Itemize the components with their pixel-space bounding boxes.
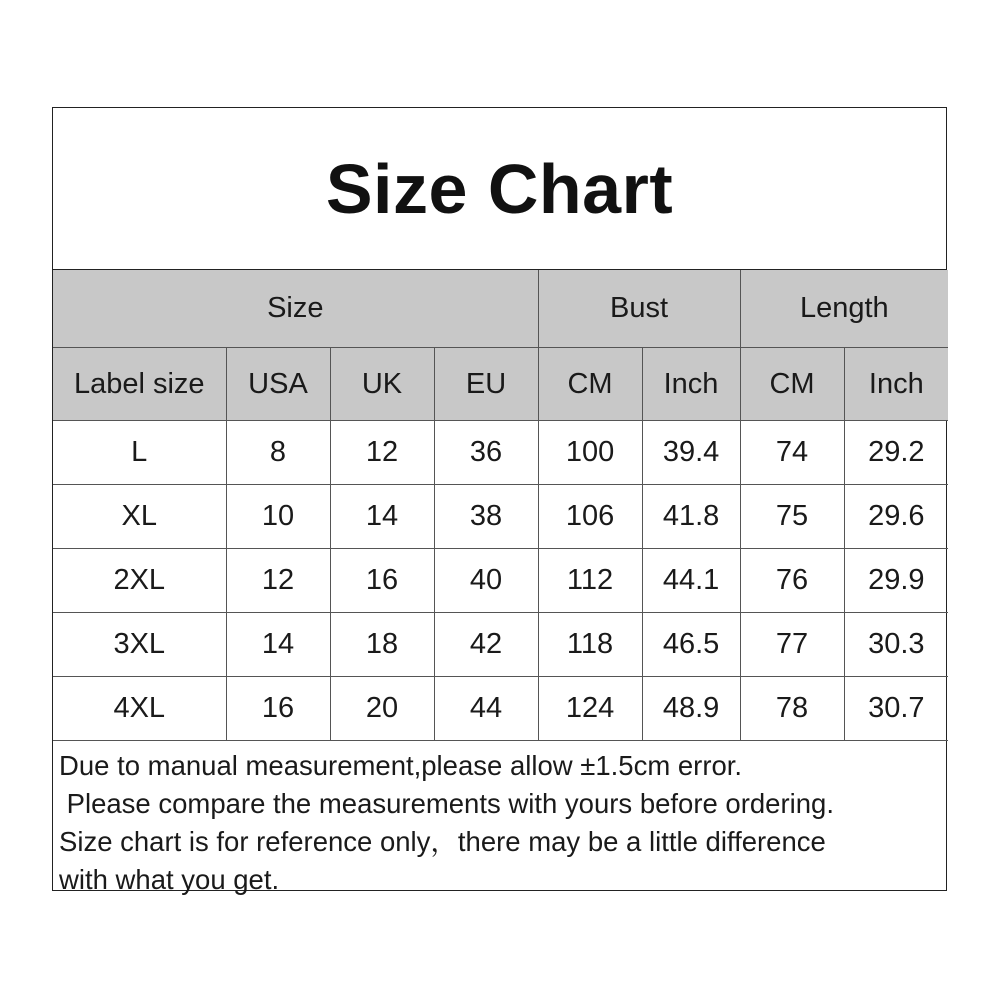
table-cell: 29.2 [844,421,948,485]
table-cell: 106 [538,485,642,549]
size-table [53,270,948,741]
table-cell: L [53,421,226,485]
table-cell: 100 [538,421,642,485]
table-cell: 14 [330,485,434,549]
table-cell: 48.9 [642,677,740,741]
table-cell: 46.5 [642,613,740,677]
table-cell: 2XL [53,549,226,613]
column-header-row [53,348,948,421]
table-cell: 40 [434,549,538,613]
table-cell: 12 [330,421,434,485]
note-line: Please compare the measurements with yours before ordering. [59,788,834,819]
table-cell: 75 [740,485,844,549]
group-header-length: Length [740,270,948,348]
table-cell: 30.3 [844,613,948,677]
table-cell: 38 [434,485,538,549]
table-cell: 29.9 [844,549,948,613]
table-cell: 14 [226,613,330,677]
table-cell: 118 [538,613,642,677]
table-cell: 74 [740,421,844,485]
note-line: with what you get. [59,864,280,895]
table-cell: 4XL [53,677,226,741]
table-row [53,549,948,613]
table-cell: 124 [538,677,642,741]
table-row [53,613,948,677]
table-cell: 112 [538,549,642,613]
column-header-bust-cm: CM [538,348,642,421]
group-header-bust: Bust [538,270,740,348]
table-row [53,677,948,741]
measurement-note [53,741,946,899]
table-cell: 77 [740,613,844,677]
column-header-length-cm: CM [740,348,844,421]
column-header-label-size: Label size [53,348,226,421]
table-cell: 12 [226,549,330,613]
column-header-uk: UK [330,348,434,421]
table-row [53,485,948,549]
table-cell: 16 [226,677,330,741]
table-cell: 30.7 [844,677,948,741]
table-cell: XL [53,485,226,549]
table-cell: 44 [434,677,538,741]
note-line: Due to manual measurement,please allow ±1.5cm error. [59,750,743,781]
column-header-usa: USA [226,348,330,421]
table-cell: 39.4 [642,421,740,485]
table-cell: 18 [330,613,434,677]
column-header-eu: EU [434,348,538,421]
table-cell: 42 [434,613,538,677]
table-cell: 76 [740,549,844,613]
table-cell: 8 [226,421,330,485]
table-row [53,421,948,485]
group-header-size: Size [53,270,538,348]
note-line: Size chart is for reference only，there may be a little difference [59,826,826,857]
page-title: Size Chart [325,149,674,228]
table-cell: 16 [330,549,434,613]
table-cell: 29.6 [844,485,948,549]
title-box [53,108,946,270]
group-header-row [53,270,948,348]
column-header-bust-inch: Inch [642,348,740,421]
table-cell: 44.1 [642,549,740,613]
table-cell: 3XL [53,613,226,677]
table-cell: 41.8 [642,485,740,549]
size-chart-sheet [52,107,947,895]
column-header-length-inch: Inch [844,348,948,421]
table-cell: 20 [330,677,434,741]
table-cell: 78 [740,677,844,741]
table-cell: 36 [434,421,538,485]
table-cell: 10 [226,485,330,549]
